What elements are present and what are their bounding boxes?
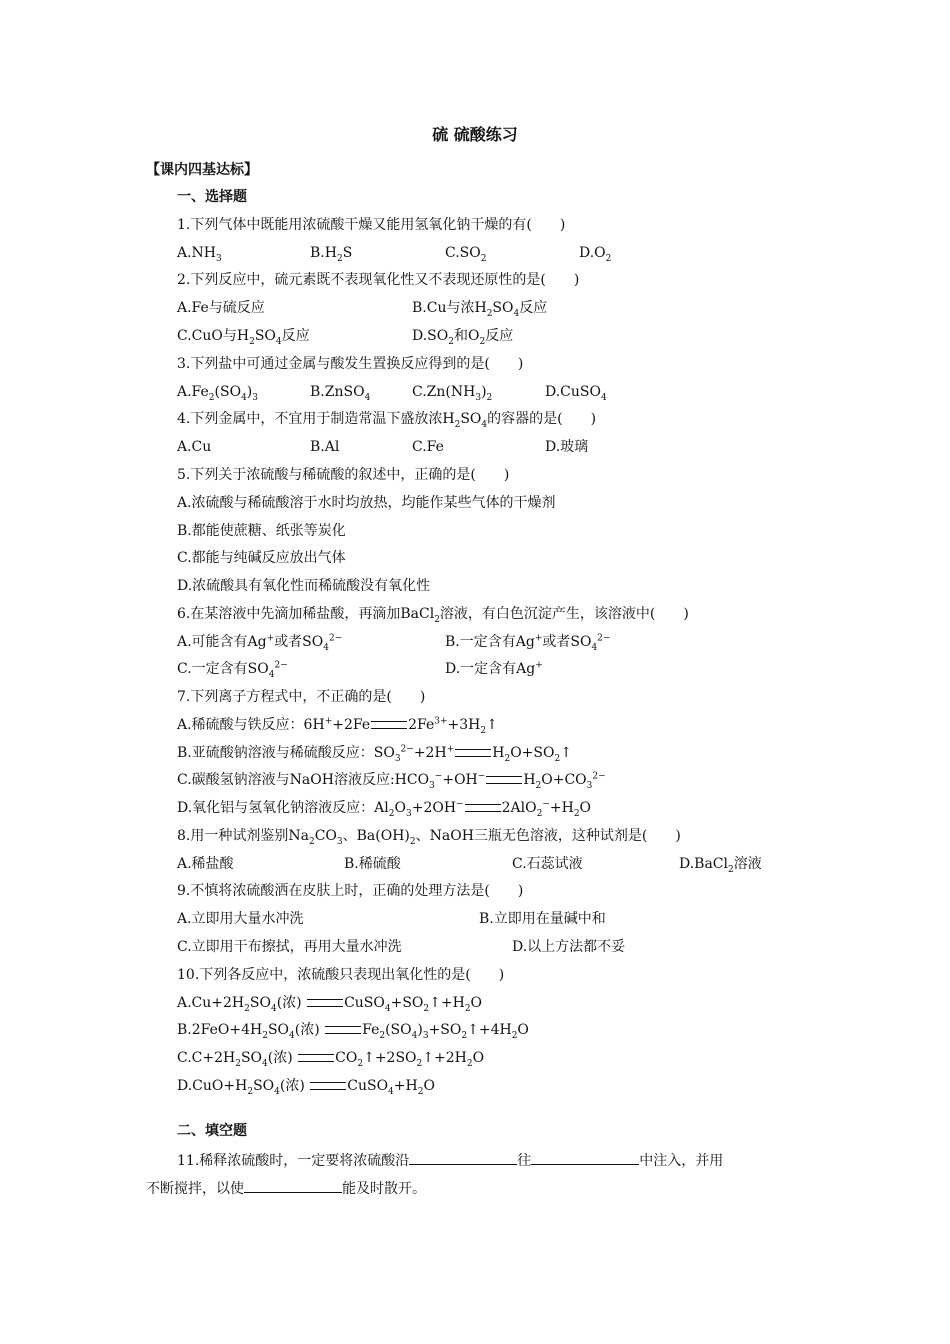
q5-option-d: D.浓硫酸具有氧化性而稀硫酸没有氧化性	[177, 578, 431, 594]
q7-option-a: A.稀硫酸与铁反应：6H++2Fe $2Fe^{3+}+3H_2↑$	[177, 716, 498, 736]
q5-option-b: B.都能使蔗糖、纸张等炭化	[177, 523, 346, 539]
q6-option-b: B.一定含有Ag+或者$SO_4^{2-}$	[445, 633, 611, 653]
q11-text-3: 中注入，并用	[639, 1153, 724, 1169]
q5-stem: 5.下列关于浓硫酸与稀硫酸的叙述中，正确的是( )	[177, 467, 510, 483]
q9-option-a: A.立即用大量水冲洗	[177, 911, 304, 927]
q1-option-c: $C.SO_2$	[445, 245, 487, 264]
q2-option-c: C.CuO与$H_2SO_4$反应	[177, 328, 310, 347]
part2-heading: 二、填空题	[177, 1123, 247, 1139]
q1-option-d: $D.O_2$	[579, 245, 612, 264]
q3-stem: 3.下列盐中可通过金属与酸发生置换反应得到的是( )	[177, 356, 524, 372]
q2-option-d: $D.SO_2$和$O_2$反应	[412, 328, 514, 347]
q10-stem: 10.下列各反应中，浓硫酸只表现出氧化性的是( )	[177, 967, 505, 983]
q2-stem: 2.下列反应中，硫元素既不表现氧化性又不表现还原性的是( )	[177, 272, 580, 288]
q3-options	[177, 382, 777, 402]
page-title: 硫 硫酸练习	[432, 125, 518, 144]
q2-option-b: B.Cu与浓$H_2SO_4$反应	[412, 300, 548, 319]
q8-options	[177, 854, 797, 874]
q11-text-5: 能及时散开。	[342, 1181, 426, 1197]
q4-option-c: C.Fe	[412, 439, 444, 455]
q6-options-ab	[177, 632, 777, 652]
q7-option-d: D.氧化铝与氢氧化钠溶液反应：$Al_2O_3+2OH^-$ $2AlO_2^-+H_2O$	[177, 799, 592, 819]
part1-heading: 一、选择题	[177, 189, 247, 205]
q4-stem: 4.下列金属中，不宜用于制造常温下盛放浓$H_2SO_4$的容器的是( )	[177, 411, 597, 430]
q11-text-2: 往	[517, 1153, 532, 1169]
q9-option-d: D.以上方法都不妥	[512, 939, 626, 955]
q10-option-d: $D.CuO+H_2SO_4$(浓) $CuSO_4+H_2O$	[177, 1078, 435, 1097]
q4-option-d: D.玻璃	[545, 439, 589, 455]
q11-blank-3[interactable]	[244, 1178, 342, 1193]
q8-option-b: B.稀硫酸	[344, 856, 401, 872]
q11-text-4: 不断搅拌，以使	[146, 1181, 244, 1197]
q5-option-a: A.浓硫酸与稀硫酸溶于水时均放热，均能作某些气体的干燥剂	[177, 495, 556, 511]
q10-option-a: $A.Cu+2H_2SO_4$(浓) $CuSO_4+SO_2↑+H_2O$	[177, 995, 483, 1014]
q6-option-c: C.一定含有$SO_4^{2-}$	[177, 660, 288, 680]
q2-options-cd	[177, 326, 777, 346]
q3-option-c: $C.Zn(NH_3)_2$	[412, 384, 493, 403]
q3-option-d: D.CuSO$_4$	[545, 384, 607, 403]
q6-options-cd	[177, 659, 777, 679]
q11-line1	[177, 1150, 723, 1171]
q8-option-c: C.石蕊试液	[512, 856, 583, 872]
q3-option-b: B.ZnSO$_4$	[310, 384, 371, 403]
q2-options-ab	[177, 298, 777, 318]
q7-option-c: C.碳酸氢钠溶液与NaOH溶液反应$:HCO_3^-+OH^-$ $H_2O+CO_3^{2-}$	[177, 771, 606, 791]
q1-option-b: $B.H_2S$	[310, 245, 353, 264]
q9-options-cd	[177, 937, 777, 957]
q9-option-b: B.立即用在量碱中和	[479, 911, 606, 927]
q11-blank-1[interactable]	[409, 1150, 517, 1165]
q8-option-d: D.BaCl$_2$溶液	[679, 856, 762, 875]
q6-option-a: A.可能含有Ag+或者$SO_4^{2-}$	[177, 633, 343, 653]
q3-option-a: $A.Fe_2(SO_4)_3$	[177, 384, 258, 403]
q9-options-ab	[177, 909, 777, 929]
q4-option-a: A.Cu	[177, 439, 212, 455]
q1-options	[177, 243, 777, 263]
q7-option-b: B.亚硫酸钠溶液与稀硫酸反应：$SO_3^{2-}+2H^+$ $H_2O+SO_2↑$	[177, 744, 572, 764]
q1-option-a: $A.NH_3$	[177, 245, 222, 264]
q8-option-a: A.稀盐酸	[177, 856, 234, 872]
q10-option-c: $C.C+2H_2SO_4$(浓) $CO_2↑+2SO_2↑+2H_2O$	[177, 1050, 485, 1069]
q5-option-c: C.都能与纯碱反应放出气体	[177, 550, 346, 566]
q7-stem: 7.下列离子方程式中，不正确的是( )	[177, 689, 426, 705]
q9-stem: 9.不慎将浓硫酸洒在皮肤上时，正确的处理方法是( )	[177, 883, 524, 899]
q8-stem: 8.用一种试剂鉴别$Na_2CO_3$、$Ba(OH)_2$、NaOH三瓶无色溶液，这种试剂是( )	[177, 828, 681, 847]
q11-line2	[146, 1178, 426, 1199]
q6-option-d: D.一定含有Ag+	[445, 660, 543, 677]
q9-option-c: C.立即用干布擦拭，再用大量水冲洗	[177, 939, 402, 955]
q11-text-1: 11.稀释浓硫酸时，一定要将浓硫酸沿	[177, 1153, 410, 1169]
q6-stem: 6.在某溶液中先滴加稀盐酸，再滴加BaCl$_2$溶液，有白色沉淀产生，该溶液中( )	[177, 606, 689, 625]
q10-option-b: $B.2FeO+4H_2SO_4$(浓) $Fe_2(SO_4)_3+SO_2↑+4H_2O$	[177, 1022, 529, 1041]
q2-option-a: A.Fe与硫反应	[177, 300, 265, 316]
q11-blank-2[interactable]	[531, 1150, 639, 1165]
q4-options	[177, 437, 777, 457]
q4-option-b: B.Al	[310, 439, 340, 455]
section-header: 【课内四基达标】	[146, 162, 258, 178]
q1-stem: 1.下列气体中既能用浓硫酸干燥又能用氢氧化钠干燥的有( )	[177, 217, 566, 233]
